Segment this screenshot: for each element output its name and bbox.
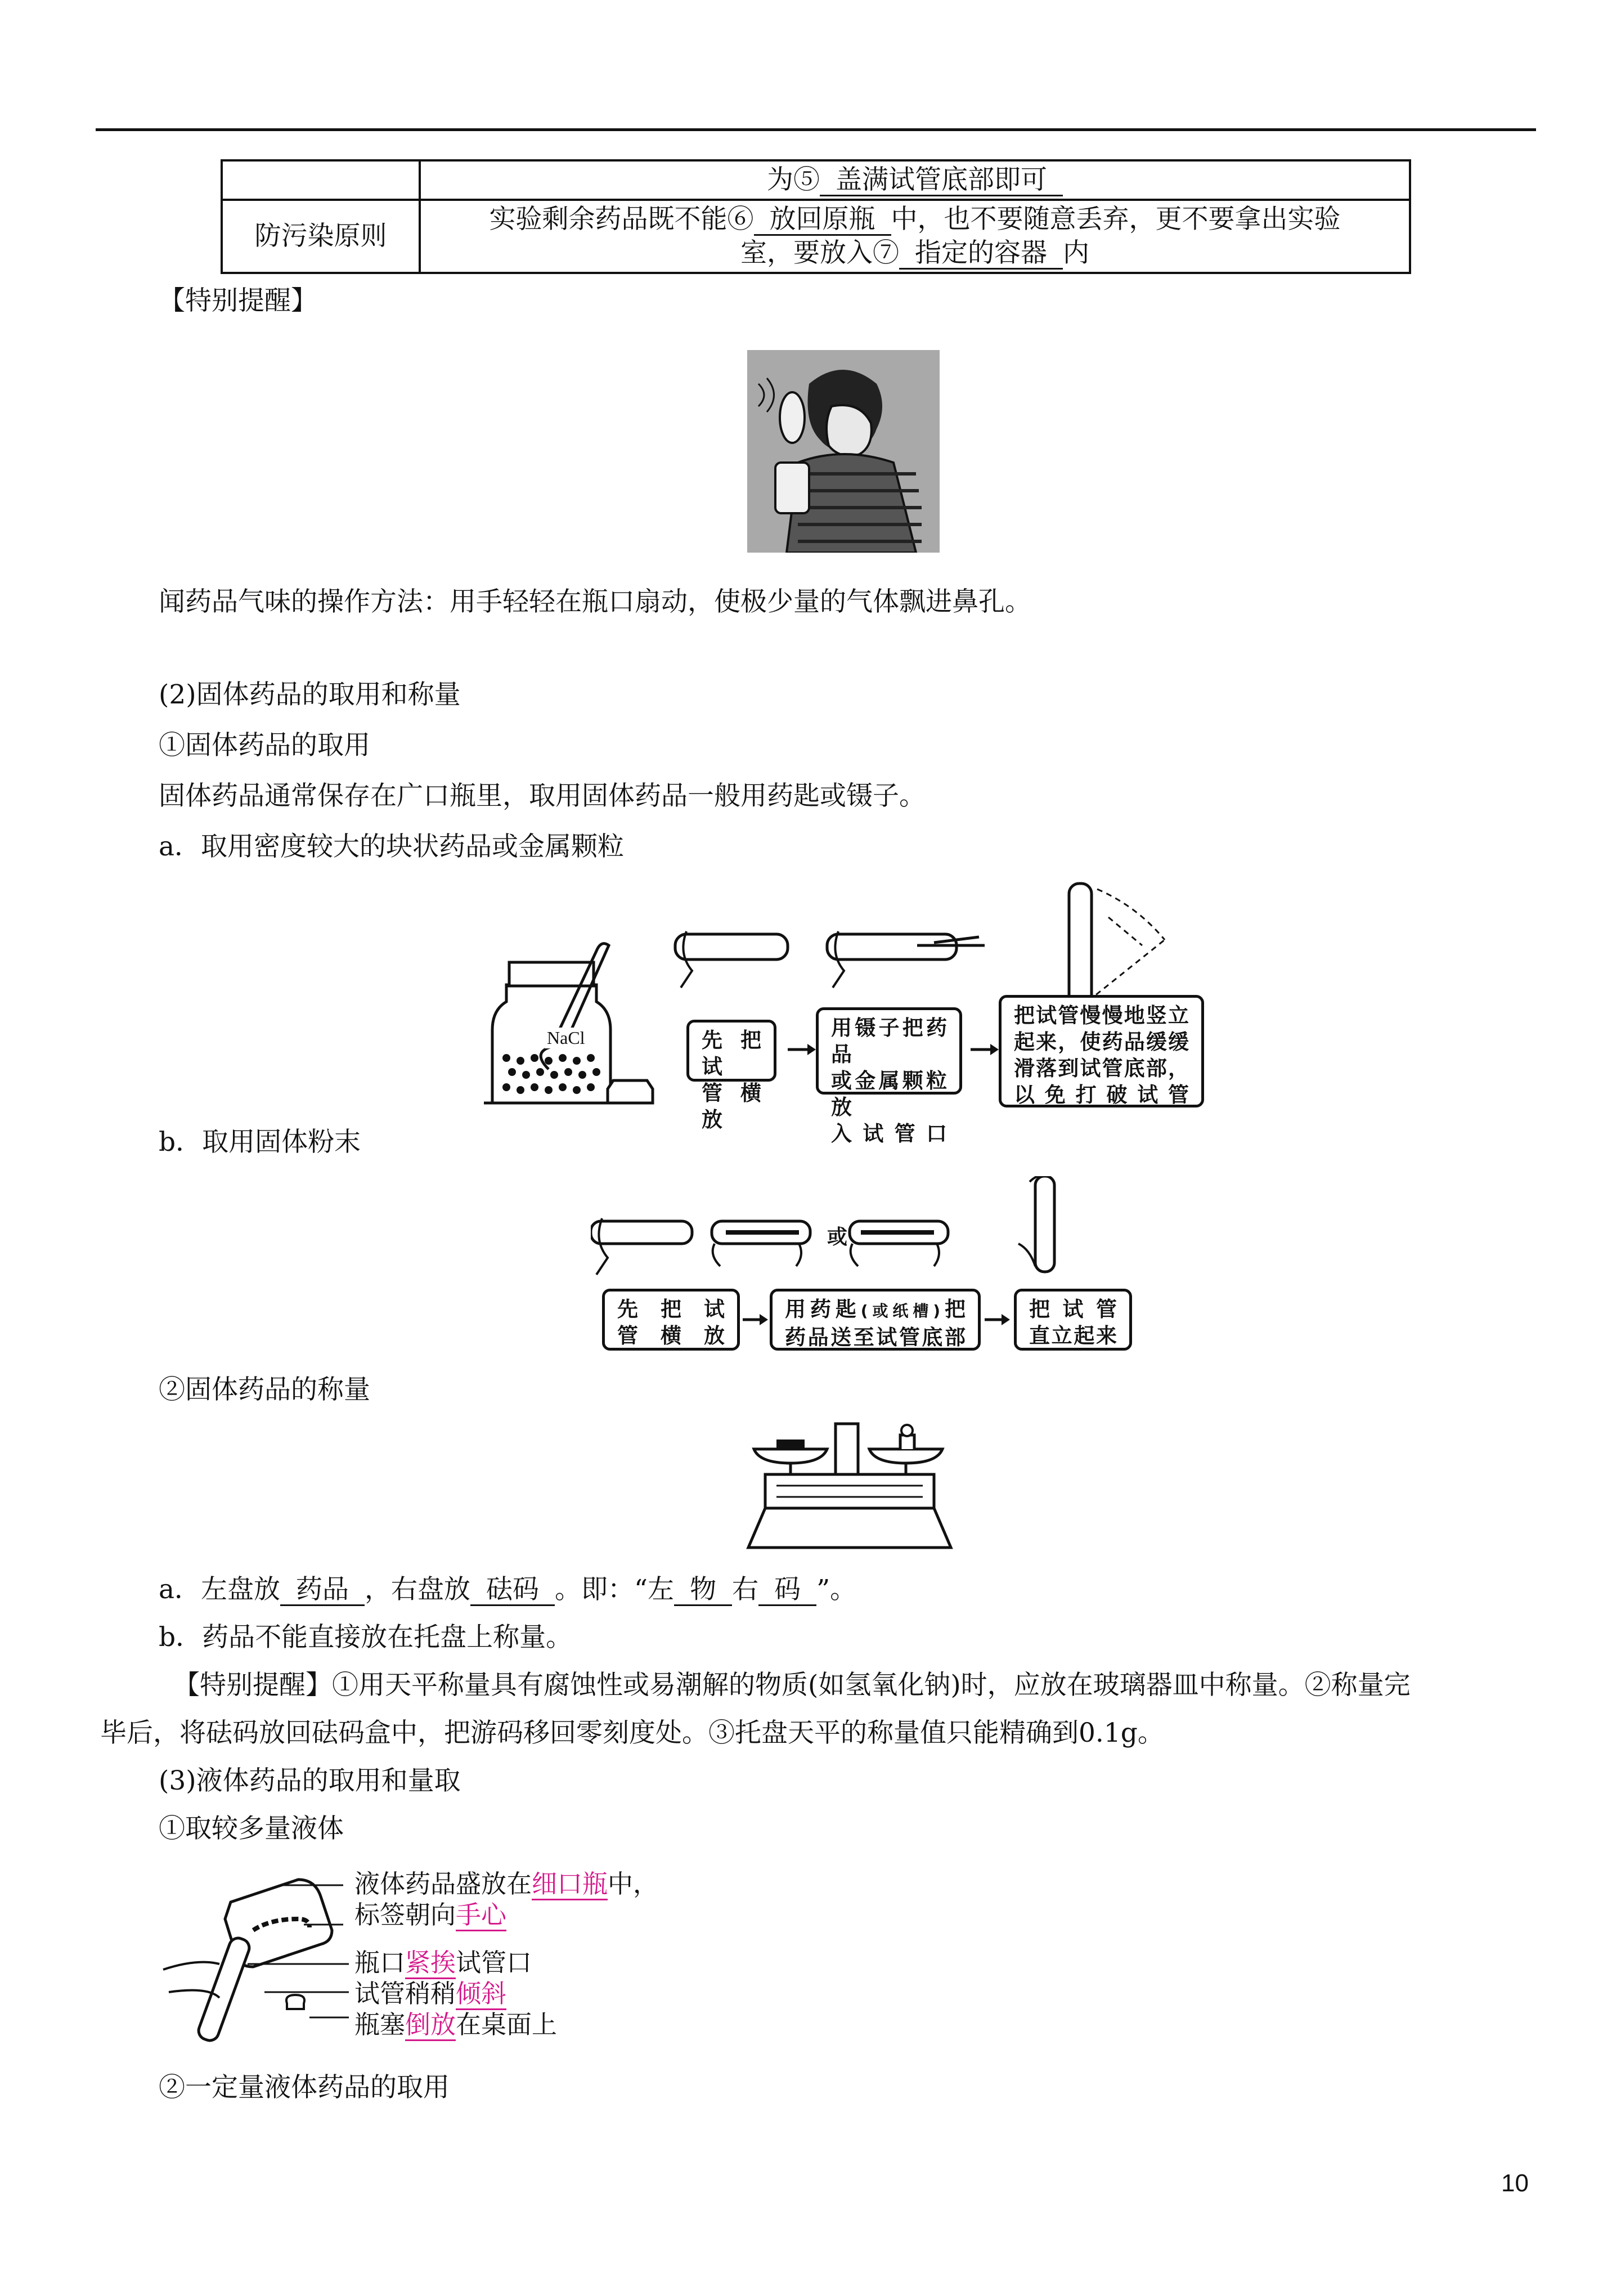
step-box: 用药匙(或纸槽)把 药品送至试管底部: [770, 1289, 981, 1351]
highlight-answer: 紧挨: [405, 1948, 456, 1979]
answer-blank: 砝码: [470, 1575, 555, 1606]
weigh-rule-line: a．左盘放 药品 ，右盘放 砝码 。即：“左 物 右 码 ”。: [159, 1574, 857, 1605]
table-row: [222, 160, 1410, 200]
table-cell-principle: 防污染原则: [222, 200, 420, 273]
step-box: 先把试 管横放: [602, 1289, 740, 1351]
table-row: [222, 200, 1410, 273]
diagram-powder-solid: [591, 1176, 1117, 1351]
diagram-lump-solid: [484, 878, 1215, 1146]
table-cell-empty: [222, 160, 420, 200]
weigh-note-b: b．药品不能直接放在托盘上称量。: [159, 1622, 573, 1653]
subsection-title: ①固体药品的取用: [159, 730, 370, 761]
liquid-label-5: 瓶塞倒放在桌面上: [354, 2009, 557, 2041]
answer-blank: 药品: [280, 1575, 365, 1606]
highlight-answer: 倒放: [405, 2010, 456, 2041]
highlight-answer: 细口瓶: [532, 1869, 608, 1900]
section-3-title: (3)液体药品的取用和量取: [159, 1765, 461, 1796]
liquid-pouring-illustration: [158, 1868, 698, 2048]
smell-method-text: 闻药品气味的操作方法：用手轻轻在瓶口扇动，使极少量的气体飘进鼻孔。: [159, 586, 1031, 617]
answer-blank: 物: [674, 1575, 732, 1606]
liquid-label-3: 瓶口紧挨试管口: [354, 1947, 532, 1979]
step-box: 把试管 直立起来: [1014, 1289, 1132, 1351]
subsection-title: ②一定量液体药品的取用: [159, 2072, 450, 2103]
page-number: 10: [1501, 2169, 1529, 2197]
rules-table: [221, 159, 1411, 274]
smelling-illustration: [747, 350, 940, 553]
liquid-label-2: 标签朝向手心: [354, 1899, 506, 1931]
or-label: 或: [827, 1226, 848, 1249]
table-cell: 实验剩余药品既不能⑥ 放回原瓶 中，也不要随意丢弃，更不要拿出实验 室，要放入⑦ 指定的容器 内: [420, 200, 1410, 273]
table-cell: 为⑤ 盖满试管底部即可: [420, 160, 1410, 200]
answer-blank: 指定的容器: [899, 239, 1063, 270]
answer-blank: 盖满试管底部即可: [820, 165, 1063, 196]
answer-blank: 码: [758, 1575, 816, 1606]
header-rule: [96, 128, 1536, 131]
step-box: 先把试 管横放: [686, 1020, 776, 1082]
special-reminder-2-line1: 【特别提醒】①用天平称量具有腐蚀性或易潮解的物质(如氢氧化钠)时，应放在玻璃器皿中称量。②称量完: [173, 1670, 1411, 1701]
answer-blank: 放回原瓶: [754, 205, 891, 236]
jar-label: NaCl: [545, 1028, 587, 1048]
step-box: 用镊子把药品 或金属颗粒放 入试管口: [816, 1007, 962, 1095]
item-b-title: b．取用固体粉末: [159, 1127, 361, 1158]
liquid-label-4: 试管稍稍倾斜: [354, 1978, 506, 2010]
item-a-title: a．取用密度较大的块状药品或金属颗粒: [159, 831, 625, 862]
special-reminder-heading: 【特别提醒】: [159, 285, 317, 316]
solid-storage-text: 固体药品通常保存在广口瓶里，取用固体药品一般用药匙或镊子。: [159, 781, 926, 811]
subsection-title: ①取较多量液体: [159, 1813, 344, 1844]
step-box: 把试管慢慢地竖立 起来，使药品缓缓 滑落到试管底部， 以免打破试管: [999, 995, 1204, 1107]
subsection-title: ②固体药品的称量: [159, 1374, 370, 1405]
special-reminder-2-line2: 毕后，将砝码放回砝码盒中，把游码移回零刻度处。③托盘天平的称量值只能精确到0.1g。: [100, 1717, 1164, 1748]
balance-illustration: [743, 1418, 957, 1559]
section-2-title: (2)固体药品的取用和称量: [159, 679, 461, 710]
highlight-answer: 倾斜: [456, 1979, 506, 2010]
liquid-label-1: 液体药品盛放在细口瓶中，: [354, 1868, 658, 1900]
highlight-answer: 手心: [456, 1900, 506, 1931]
